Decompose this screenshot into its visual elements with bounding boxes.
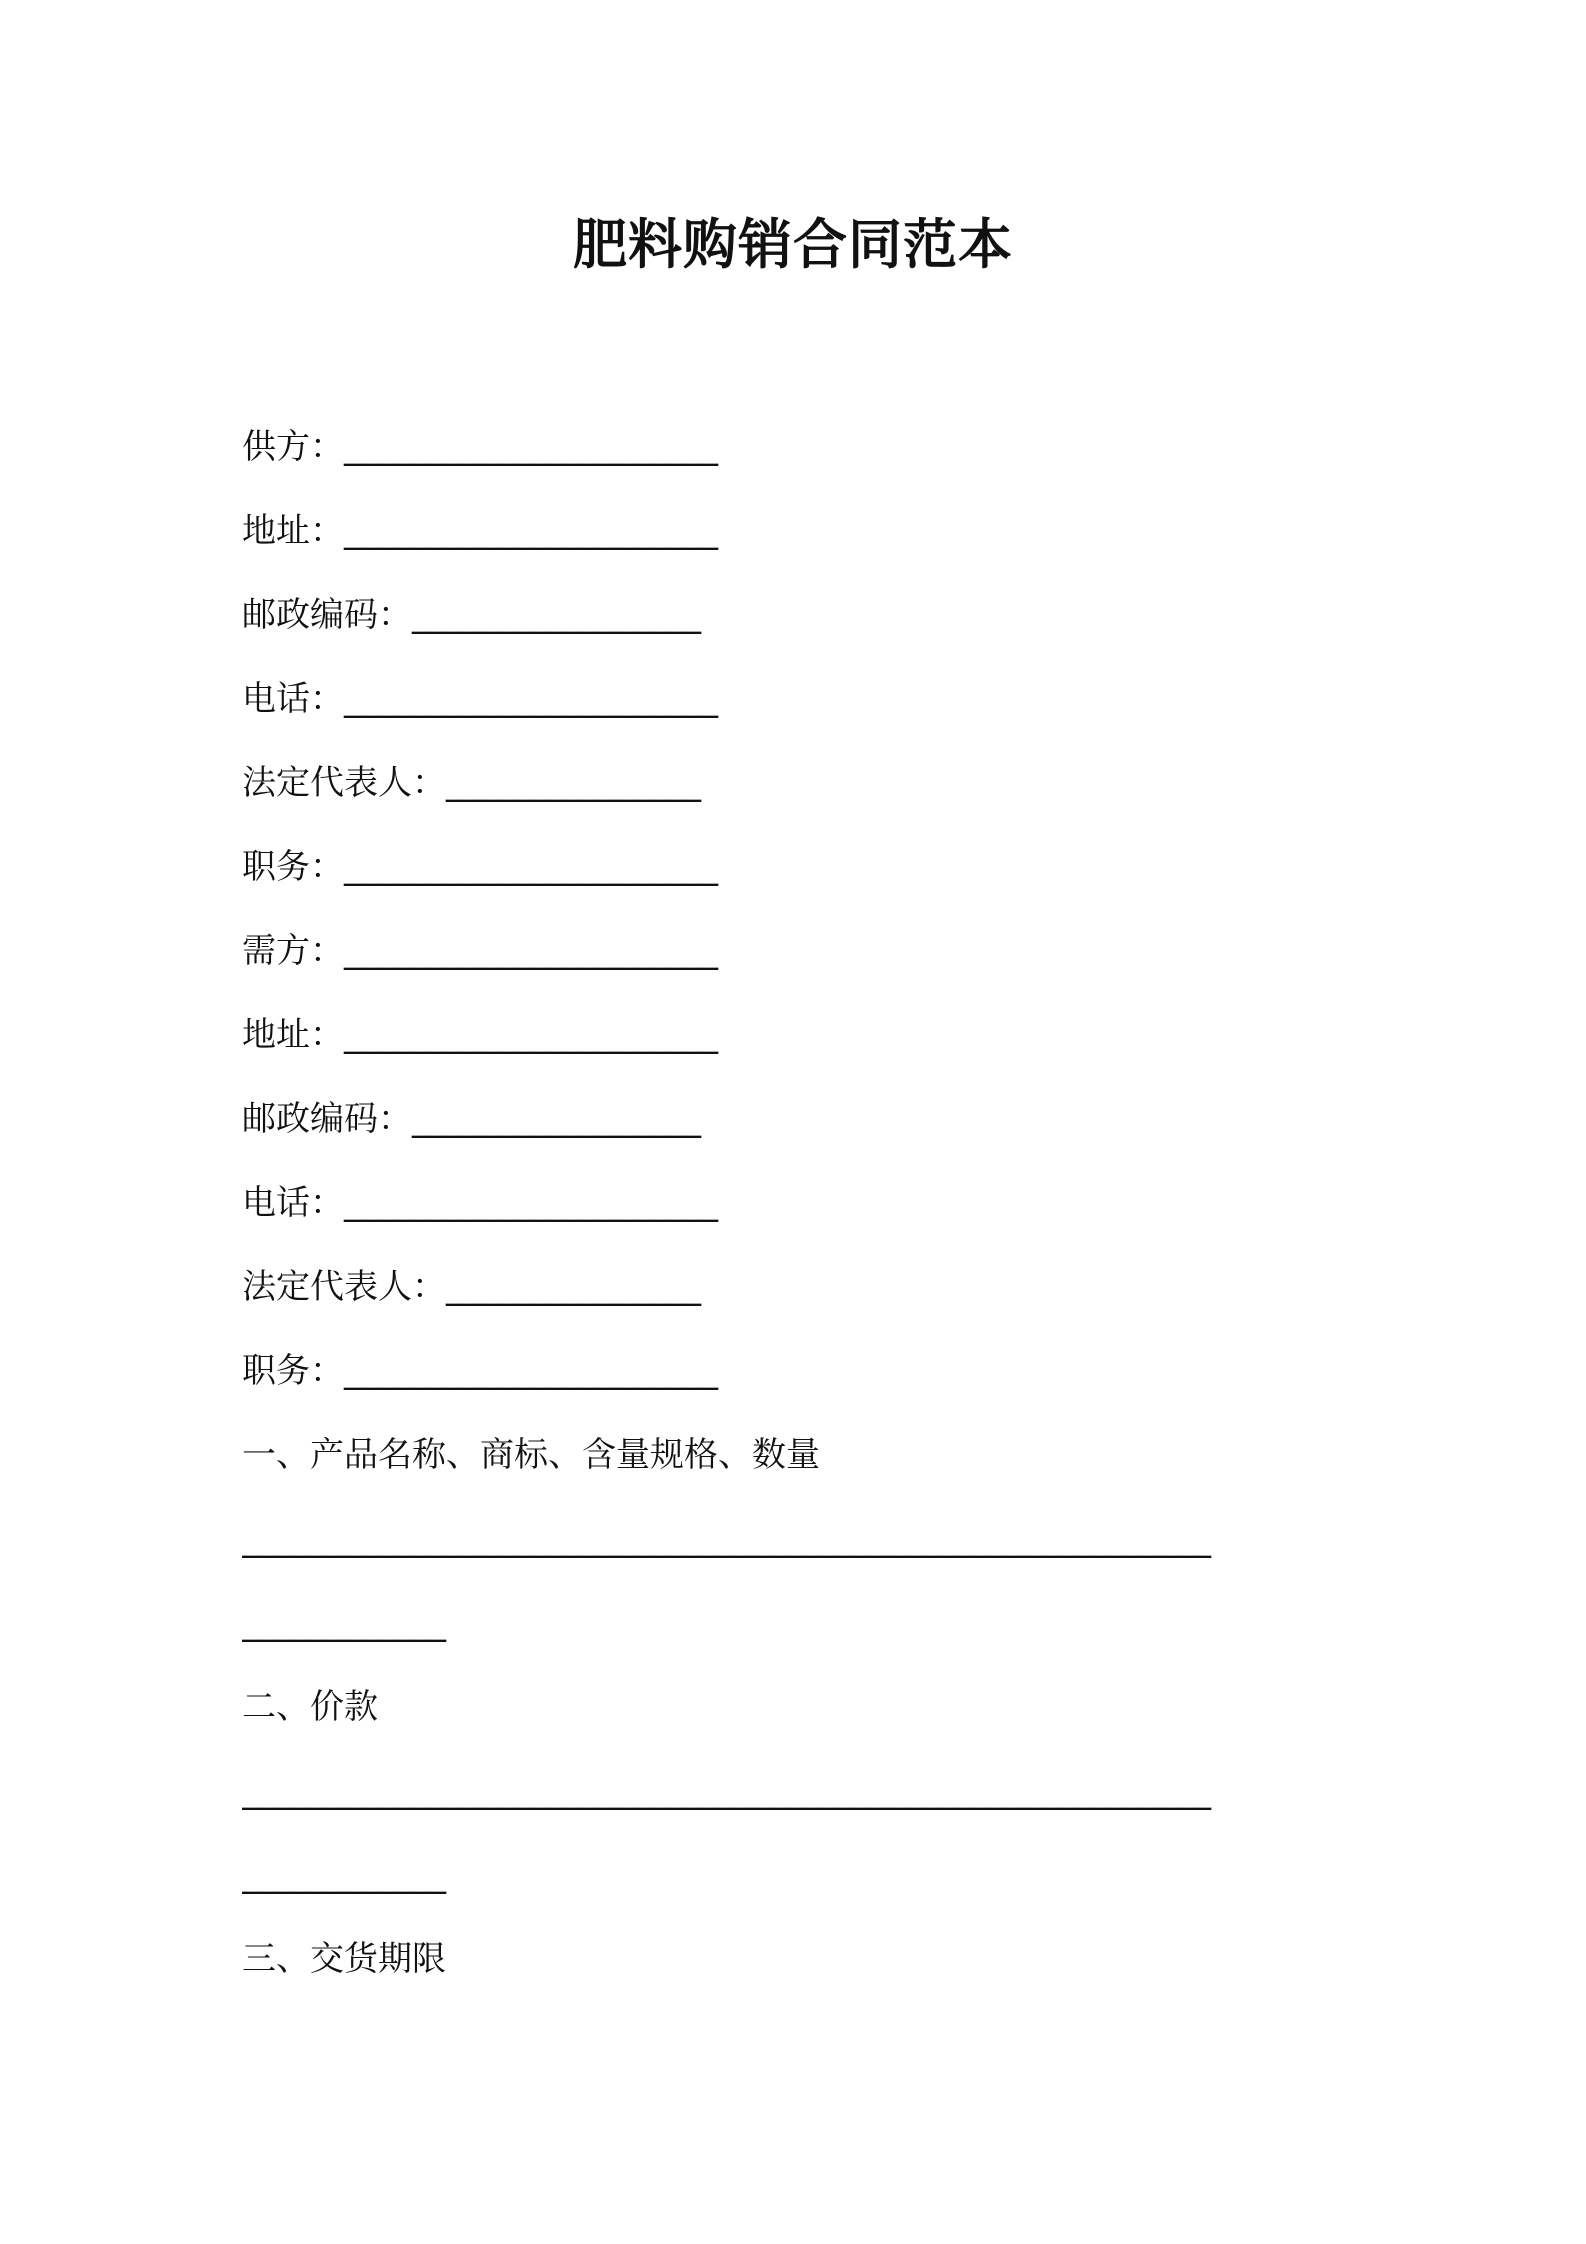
buyer-address-line (242, 993, 1362, 1077)
section-2-heading: 二、价款 (242, 1687, 378, 1727)
buyer-position-blank: ______________________ (344, 1351, 718, 1391)
section-1-blank-line-2: ____________ (242, 1603, 446, 1643)
buyer-party-line (242, 909, 1362, 993)
supplier-position-label: 职务： (242, 847, 344, 887)
buyer-address-blank: ______________________ (344, 1015, 718, 1055)
supplier-phone-label: 电话： (242, 679, 344, 719)
section-2-blank-line-2: ____________ (242, 1855, 446, 1895)
supplier-postcode-blank: _________________ (412, 595, 701, 635)
supplier-postcode-label: 邮政编码： (242, 595, 412, 635)
document-title: 肥料购销合同范本 (573, 213, 1013, 276)
section-3-heading: 三、交货期限 (242, 1939, 446, 1979)
supplier-address-label: 地址： (242, 511, 344, 551)
buyer-party-blank: ______________________ (344, 931, 718, 971)
buyer-postcode-label: 邮政编码： (242, 1099, 412, 1139)
supplier-party-line (242, 405, 1362, 489)
supplier-legal-rep-blank: _______________ (446, 763, 701, 803)
supplier-party-blank: ______________________ (344, 427, 718, 467)
buyer-address-label: 地址： (242, 1015, 344, 1055)
buyer-position-label: 职务： (242, 1351, 344, 1391)
buyer-phone-blank: ______________________ (344, 1183, 718, 1223)
supplier-position-line (242, 825, 1362, 909)
buyer-legal-rep-label: 法定代表人： (242, 1267, 446, 1307)
supplier-phone-blank: ______________________ (344, 679, 718, 719)
supplier-phone-line (242, 657, 1362, 741)
buyer-phone-line (242, 1161, 1362, 1245)
section-1-heading: 一、产品名称、商标、含量规格、数量 (242, 1435, 820, 1475)
buyer-position-line (242, 1329, 1362, 1413)
supplier-legal-rep-line (242, 741, 1362, 825)
buyer-postcode-blank: _________________ (412, 1099, 701, 1139)
contract-body (242, 405, 1362, 2001)
supplier-address-blank: ______________________ (344, 511, 718, 551)
buyer-party-label: 需方： (242, 931, 344, 971)
buyer-phone-label: 电话： (242, 1183, 344, 1223)
section-2-blank-line-1: _________________________________________________________ (242, 1771, 1211, 1811)
supplier-address-line (242, 489, 1362, 573)
supplier-legal-rep-label: 法定代表人： (242, 763, 446, 803)
buyer-postcode-line (242, 1077, 1362, 1161)
supplier-position-blank: ______________________ (344, 847, 718, 887)
buyer-legal-rep-line (242, 1245, 1362, 1329)
buyer-legal-rep-blank: _______________ (446, 1267, 701, 1307)
supplier-party-label: 供方： (242, 427, 344, 467)
supplier-postcode-line (242, 573, 1362, 657)
section-1-blank-line-1: _________________________________________________________ (242, 1519, 1211, 1559)
